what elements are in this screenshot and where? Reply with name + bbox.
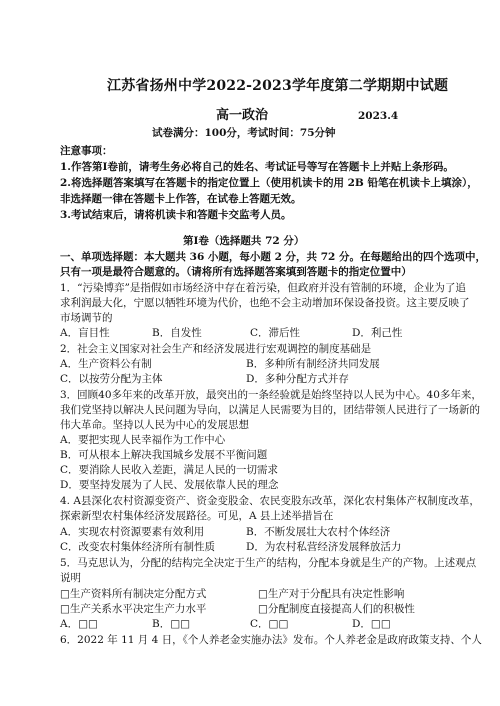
option-c: C．滞后性: [250, 327, 301, 339]
question-text: 3．回顾40多年来的改革开放，最突出的一条经验就是始终坚持以人民为中心。40多年来，: [60, 389, 482, 401]
option-d: D．□□: [352, 618, 391, 630]
statement-2: □生产对于分配具有决定性影响: [258, 588, 405, 600]
score-time: 试卷满分：100分，考试时间：75分钟: [152, 127, 336, 139]
question-text: 求利润最大化，宁愿以牺牲环境为代价，也绝不会主动增加环保设备投资。这主要反映了: [60, 297, 470, 309]
note-item: 非选择题一律在答题卡上作答，在试卷上答题无效。: [60, 193, 302, 205]
exam-title: 江苏省扬州中学2022-2023学年度第二学期期中试题: [107, 78, 449, 94]
option-b: B．多种所有制经济共同发展: [246, 358, 380, 370]
option-c: C．改变农村集体经济所有制性质: [60, 541, 216, 553]
option-d: D．要坚持发展为了人民、发展依靠人民的理念: [60, 479, 279, 491]
section-title: 第Ⅰ卷（选择题共 72 分）: [183, 235, 305, 247]
question-text: 1．“污染博弈”是指假如市场经济中存在着污染，但政府并没有管制的环境，企业为了追: [60, 282, 466, 294]
section-intro: 只有一项是最符合题意的。（请将所有选择题答案填到答题卡的指定位置中）: [60, 266, 412, 278]
notes-heading: 注意事项：: [60, 145, 113, 157]
statement-1: □生产资料所有制决定分配方式: [60, 588, 207, 600]
option-c: C．要消除人民收入差距，满足人民的一切需求: [60, 464, 279, 476]
question-text: 5．马克思认为，分配的结构完全决定于生产的结构，分配本身就是生产的产物。上述观点: [60, 557, 477, 569]
option-a: A．实现农村资源要素有效利用: [60, 526, 205, 538]
option-b: B．□□: [152, 618, 191, 630]
question-text: 探索新型农村集体经济发展路径。可见，A 县上述举措旨在: [60, 510, 334, 522]
section-intro: 一、单项选择题：本大题共 36 小题，每小题 2 分，共 72 分。在每题给出的四个选项中，: [60, 251, 486, 263]
option-c: C．□□: [250, 618, 289, 630]
question-text: 6．2022 年 11 月 4 日，《个人养老金实施办法》发布。个人养老金是政府政策支持、个人: [60, 634, 482, 646]
option-d: D．为农村私营经济发展释放活力: [246, 541, 402, 553]
statement-3: □生产关系水平决定生产力水平: [60, 603, 207, 615]
question-text: 我们党坚持以解决人民问题为导向，以满足人民需要为目的，团结带领人民进行了一场新的: [60, 404, 480, 416]
question-text: 2．社会主义国家对社会生产和经济发展进行宏观调控的制度基础是: [60, 343, 372, 355]
question-text: 4. A县深化农村资源变资产、资金变股金、农民变股东改革，深化农村集体产权制度改革，: [60, 495, 480, 507]
note-item: 1.作答第Ⅰ卷前，请考生务必将自己的姓名、考试证号等写在答题卡上并贴上条形码。: [60, 161, 454, 173]
subject-title: 高一政治: [216, 108, 269, 123]
question-text: 伟大革命。坚持以人民为中心的发展思想: [60, 419, 249, 431]
note-item: 2.将选择题答案填写在答题卡的指定位置上（使用机读卡的用 2B 铅笔在机读卡上填涂），: [60, 177, 478, 189]
option-a: A．要把实现人民幸福作为工作中心: [60, 434, 226, 446]
note-item: 3.考试结束后，请将机读卡和答题卡交监考人员。: [60, 209, 292, 221]
option-a: A．生产资料公有制: [60, 358, 152, 370]
exam-date: 2023.4: [358, 110, 399, 122]
question-text: 说明: [60, 572, 81, 584]
option-c: C．以按劳分配为主体: [60, 373, 163, 385]
question-text: 市场调节的: [60, 312, 113, 324]
option-b: B．可从根本上解决我国城乡发展不平衡问题: [60, 449, 268, 461]
statement-4: □分配制度直接提高人们的积极性: [258, 603, 415, 615]
option-a: A．盲目性: [60, 327, 110, 339]
option-a: A．□□: [60, 618, 98, 630]
option-b: B．不断发展壮大农村个体经济: [246, 526, 391, 538]
option-d: D．利己性: [352, 327, 403, 339]
option-d: D．多种分配方式并存: [246, 373, 349, 385]
option-b: B．自发性: [152, 327, 202, 339]
